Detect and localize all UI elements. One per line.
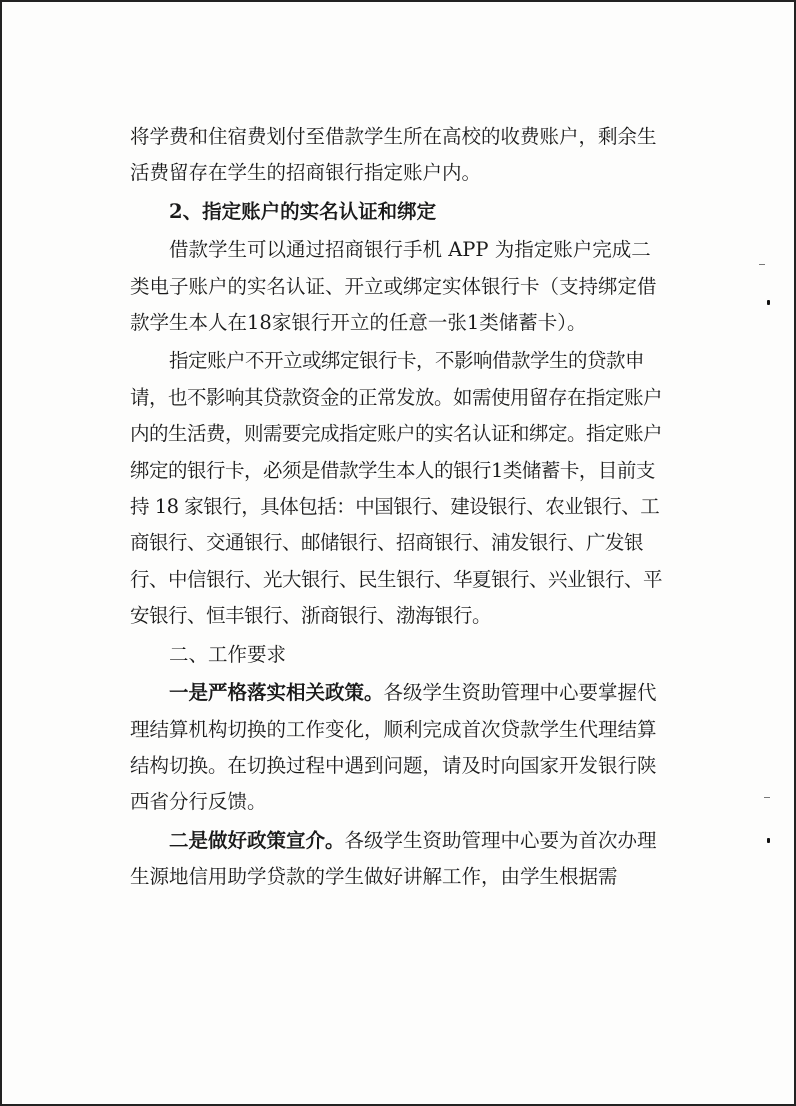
paragraph-policy-promotion <box>130 823 665 896</box>
section-heading-account-verification: 2、指定账户的实名认证和绑定 <box>169 199 437 223</box>
scan-mark <box>759 264 765 265</box>
paragraph-policy-implementation <box>130 675 665 821</box>
paragraph-app-verification: 借款学生可以通过招商银行手机 APP 为指定账户完成二类电子账户的实名认证、开立或绑定实体银行卡（支持绑定借款学生本人在18家银行开立的任意一张1类储蓄卡）。 <box>130 238 657 335</box>
section-heading-work-requirements: 二、工作要求 <box>169 642 287 666</box>
paragraph-fee-transfer: 将学费和住宿费划付至借款学生所在高校的收费账户，剩余生活费留存在学生的招商银行指定账户内。 <box>130 125 657 185</box>
lead-policy-promotion: 二是做好政策宣介。 <box>169 828 345 852</box>
scan-dot <box>767 838 770 843</box>
lead-policy-implementation: 一是严格落实相关政策。 <box>169 681 384 705</box>
scan-dot <box>767 300 770 305</box>
document-body <box>130 119 665 896</box>
scan-mark <box>764 797 770 798</box>
paragraph-binding-details: 指定账户不开立或绑定银行卡，不影响借款学生的贷款申请，也不影响其贷款资金的正常发放。如需使用留存在指定账户内的生活费，则需要完成指定账户的实名认证和绑定。指定账户绑定的银行卡，必须是借款学生本人的银行1类储蓄卡，目前支持 18 家银行，具体包括：中国银行、建设银行、农业银行、工商银行、交通银行、邮储银行、招商银行、浦发银行、广发银行、中信银行、光大银行、民生银行、华夏银行、兴业银行、平安银行、恒丰银行、浙商银行、渤海银行。 <box>130 349 663 628</box>
body-policy-implementation: 各级学生资助管理中心要掌握代理结算机构切换的工作变化，顺利完成首次贷款学生代理结算结构切换。在切换过程中遇到问题，请及时向国家开发银行陕西省分行反馈。 <box>130 681 657 814</box>
body-policy-promotion: 各级学生资助管理中心要为首次办理生源地信用助学贷款的学生做好讲解工作，由学生根据需 <box>130 828 657 889</box>
